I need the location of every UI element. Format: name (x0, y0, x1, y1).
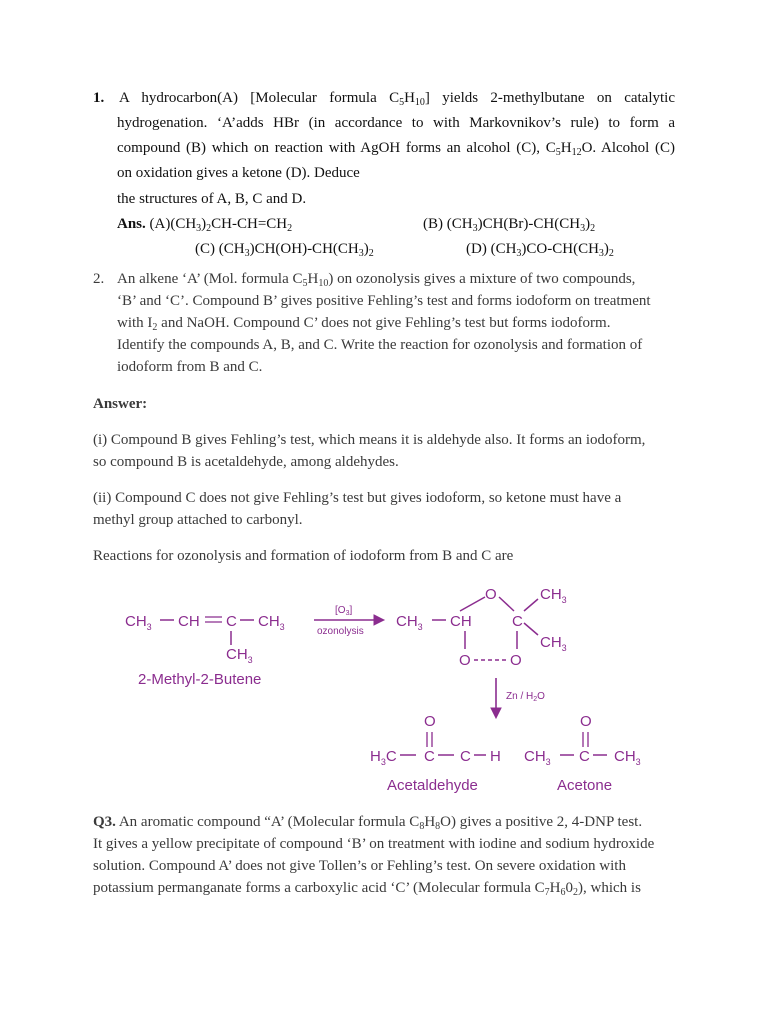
acetone-name: Acetone (557, 777, 613, 794)
answer-p2-line-1: (ii) Compound C does not give Fehling’s test but gives iodoform, so ketone must have a (93, 490, 622, 506)
svg-text:C: C (226, 613, 237, 630)
answer-p2-line-2: methyl group attached to carbonyl. (93, 512, 303, 528)
svg-text:O: O (459, 652, 471, 669)
q1-answer-c: (C) $(CH_3)CH(OH)-CH(CH_3)_2$ (195, 241, 374, 259)
q2-number: 2. (93, 271, 105, 287)
ozonolysis-arrow (314, 605, 384, 637)
svg-text:C: C (424, 748, 435, 765)
q1-answer-b: (B) $(CH_3)CH(Br)-CH(CH_3)_2$ (423, 216, 596, 234)
q3-line-3: solution. Compound A’ does not give Tollen’s or Fehling’s test. On severe oxidation with (93, 858, 626, 874)
svg-text:O: O (424, 713, 436, 730)
q2-line-2: ‘B’ and ‘C’. Compound B’ gives positive Fehling’s test and forms iodoform on treatment (117, 293, 651, 309)
svg-text:C: C (512, 613, 523, 630)
ozonolysis-label: ozonolysis (317, 626, 364, 637)
svg-text:C: C (460, 748, 471, 765)
answer-p3: Reactions for ozonolysis and formation of iodoform from B and C are (93, 548, 514, 564)
q1-line-3: compound (B) which on reaction with AgOH forms an alcohol (C), $C_5H_{12}O$. Alcohol (C) (117, 140, 676, 158)
svg-text:O: O (510, 652, 522, 669)
q3-line-4: potassium permanganate forms a carboxylic acid ‘C’ (Molecular formula $C_7H_60_2$), which is (93, 880, 641, 898)
reduction-arrow (491, 678, 545, 718)
svg-text:CH3: $CH_3$ (540, 586, 567, 605)
q2-line-5: iodoform from B and C. (117, 359, 263, 375)
acetone-structure (524, 713, 641, 767)
svg-text:CH3: $CH_3$ (396, 613, 423, 632)
svg-text:[O3]: $[O_3]$ (335, 605, 353, 617)
q2-line-4: Identify the compounds A, B, and C. Write the reaction for ozonolysis and formation of (117, 337, 643, 353)
svg-text:H3C: $H_3C$ (370, 748, 397, 767)
q1-line-4: on oxidation gives a ketone (D). Deduce (117, 165, 360, 181)
q1-answer-a: Ans. $(A)(CH_3)_2CH-CH=CH_2$ (117, 216, 293, 234)
q1-line-2: hydrogenation. ‘A’adds HBr (in accordance to with Markovnikov’s rule) to form a (117, 115, 675, 131)
q2-line-3: with $I_2$ and NaOH. Compound C’ does not give Fehling’s test but forms iodoform. (117, 315, 611, 333)
answer-p1-line-1: (i) Compound B gives Fehling’s test, which means it is aldehyde also. It forms an iodoform, (93, 432, 646, 448)
q1-answer-d: (D) $(CH_3)CO-CH(CH_3)_2$ (466, 241, 614, 259)
answer-heading: Answer: (93, 396, 148, 412)
ozonide-structure (396, 586, 567, 669)
q1-line-5: the structures of A, B, C and D. (117, 191, 307, 207)
q1-line-1: A hydrocarbon(A) [Molecular formula $C_5H_{10}$] yields 2-methylbutane on catalytic (119, 90, 675, 108)
svg-text:CH3: $CH_3$ (125, 613, 152, 632)
acetaldehyde-structure (370, 713, 501, 767)
reactant-name: 2-Methyl-2-Butene (138, 671, 262, 688)
svg-text:Zn / H2O: Zn / $H_2O$ (506, 691, 545, 703)
q1-number: 1. (93, 90, 105, 106)
svg-text:O: O (580, 713, 592, 730)
reactant-structure (125, 613, 285, 665)
svg-text:CH: CH (450, 613, 472, 630)
svg-text:C: C (579, 748, 590, 765)
ozonolysis-reaction-diagram (110, 575, 670, 805)
svg-text:H: H (490, 748, 501, 765)
svg-text:CH3: $CH_3$ (226, 646, 253, 665)
svg-text:CH3: $CH_3$ (614, 748, 641, 767)
svg-text:CH: CH (178, 613, 200, 630)
q3-line-2: It gives a yellow precipitate of compound ‘B’ on treatment with iodine and sodium hydroxide (93, 836, 655, 852)
q2-line-1: An alkene ‘A’ (Mol. formula $C_5H_{10}$) on ozonolysis gives a mixture of two compounds, (117, 271, 636, 289)
answer-p1-line-2: so compound B is acetaldehyde, among aldehydes. (93, 454, 399, 470)
svg-text:CH3: $CH_3$ (524, 748, 551, 767)
svg-text:CH3: $CH_3$ (258, 613, 285, 632)
acetaldehyde-name: Acetaldehyde (387, 777, 478, 794)
q3-line-1: Q3. An aromatic compound “A’ (Molecular formula $C_8H_8O$) gives a positive 2, 4-DNP test. (93, 814, 643, 832)
svg-text:CH3: $CH_3$ (540, 634, 567, 653)
svg-text:O: O (485, 586, 497, 603)
